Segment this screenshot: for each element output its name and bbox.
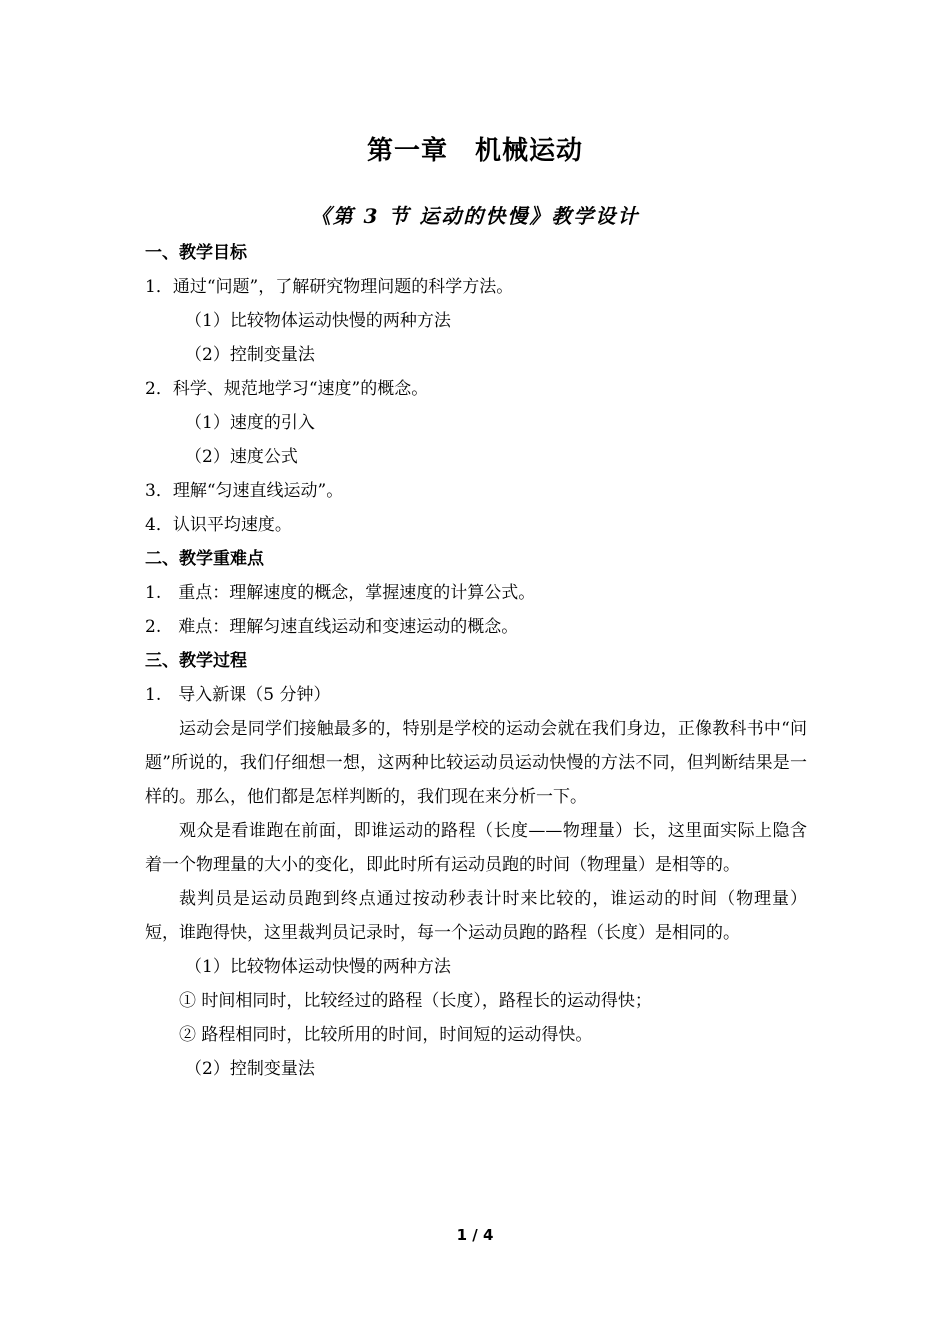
document-body	[145, 236, 807, 1086]
objective-item: 1．通过“问题”，了解研究物理问题的科学方法。	[145, 277, 514, 297]
method-item: ① 时间相同时，比较经过的路程（长度），路程长的运动得快；	[179, 991, 652, 1011]
key-point-item: 2. 难点：理解匀速直线运动和变速运动的概念。	[145, 617, 519, 637]
lesson-title: 《第 3 节 运动的快慢》教学设计	[310, 204, 640, 228]
body-paragraph: 观众是看谁跑在前面，即谁运动的路程（长度——物理量）长，这里面实际上隐含着一个物理量的大小的变化，即此时所有运动员跑的时间（物理量）是相等的。	[145, 821, 807, 875]
objective-item: 4．认识平均速度。	[145, 515, 292, 535]
key-point-item: 1. 重点：理解速度的概念，掌握速度的计算公式。	[145, 583, 536, 603]
objective-subitem: （1）速度的引入	[185, 413, 315, 433]
process-subheading: （1）比较物体运动快慢的两种方法	[185, 957, 451, 977]
section-heading-key-points: 二、教学重难点	[145, 549, 264, 569]
body-paragraph: 裁判员是运动员跑到终点通过按动秒表计时来比较的，谁运动的时间（物理量）短，谁跑得快，这里裁判员记录时，每一个运动员跑的路程（长度）是相同的。	[145, 889, 807, 943]
section-heading-process: 三、教学过程	[145, 651, 247, 671]
method-item: ② 路程相同时，比较所用的时间，时间短的运动得快。	[179, 1025, 593, 1045]
page-number: 1 / 4	[456, 1226, 494, 1244]
objective-subitem: （2）速度公式	[185, 447, 298, 467]
process-step: 1. 导入新课（5 分钟）	[145, 685, 331, 705]
objective-item: 3．理解“匀速直线运动”。	[145, 481, 344, 501]
chapter-title: 第一章 机械运动	[366, 136, 583, 166]
objective-subitem: （2）控制变量法	[185, 345, 315, 365]
objective-subitem: （1）比较物体运动快慢的两种方法	[185, 311, 451, 331]
objective-item: 2．科学、规范地学习“速度”的概念。	[145, 379, 429, 399]
section-heading-objectives: 一、教学目标	[145, 243, 247, 263]
body-paragraph: 运动会是同学们接触最多的，特别是学校的运动会就在我们身边，正像教科书中“问题”所说的，我们仔细想一想，这两种比较运动员运动快慢的方法不同，但判断结果是一样的。那么，他们都是怎样判断的，我们现在来分析一下。	[145, 719, 807, 807]
process-subheading: （2）控制变量法	[185, 1059, 315, 1079]
